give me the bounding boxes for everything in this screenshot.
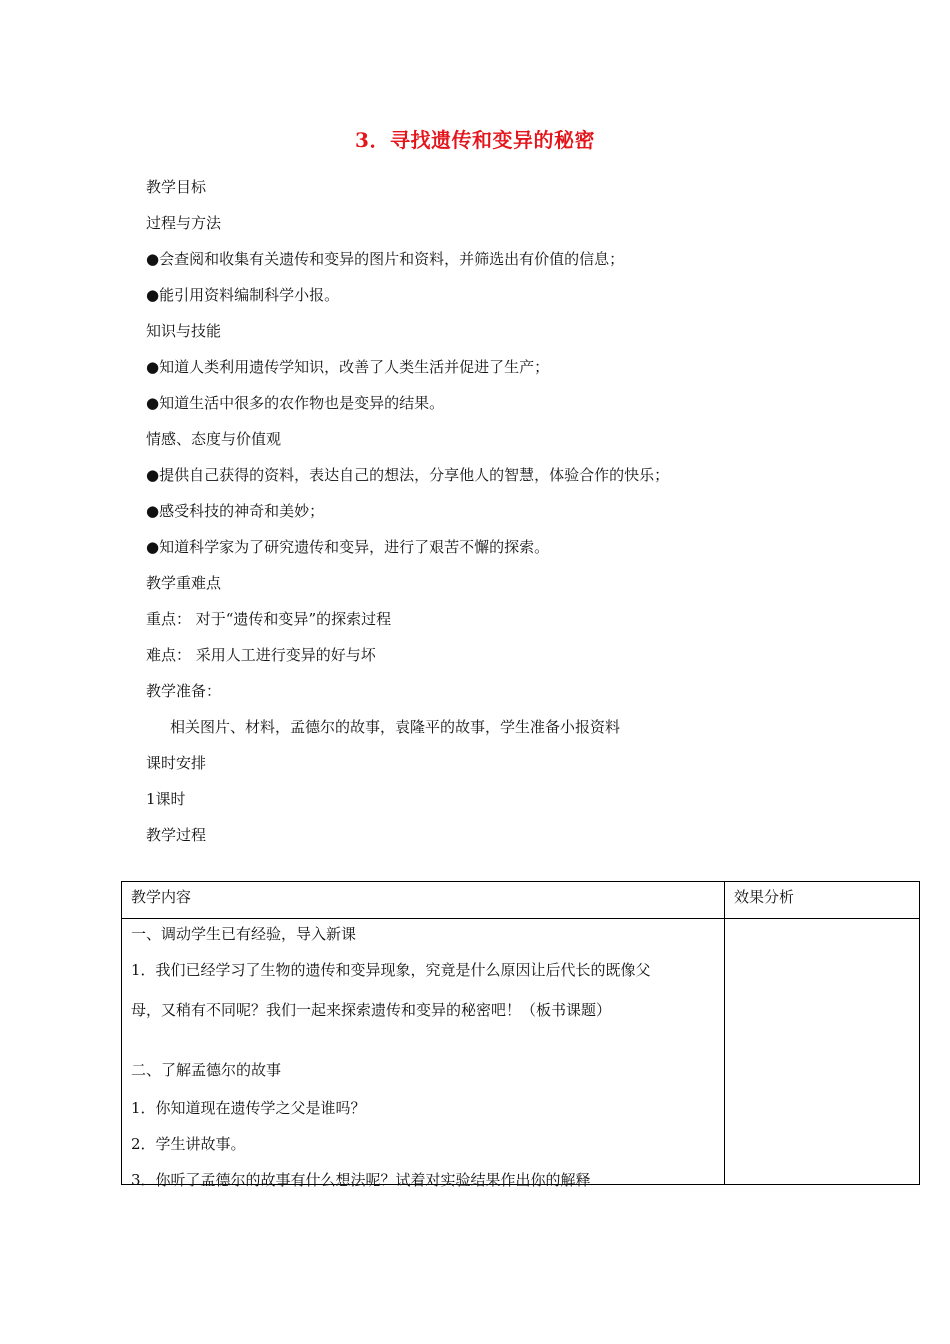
teaching-process-table <box>121 881 920 1189</box>
heading-preparation: 教学准备： <box>146 682 222 700</box>
bullet-item: ●知道人类利用遗传学知识，改善了人类生活并促进了生产； <box>146 358 550 376</box>
content-line: 1．你知道现在遗传学之父是谁吗？ <box>131 1099 366 1117</box>
bullet-item: ●知道生活中很多的农作物也是变异的结果。 <box>146 394 445 412</box>
document-title: 3．寻找遗传和变异的秘密 <box>355 128 595 152</box>
content-line: 2．学生讲故事。 <box>131 1135 246 1153</box>
bullet-item: ●感受科技的神奇和美妙； <box>146 502 325 520</box>
key-point-text: 重点： 对于“遗传和变异”的探索过程 <box>146 610 392 628</box>
bullet-item: ●知道科学家为了研究遗传和变异，进行了艰苦不懈的探索。 <box>146 538 550 556</box>
difficult-point-text: 难点： 采用人工进行变异的好与坏 <box>146 646 376 664</box>
heading-process-method: 过程与方法 <box>146 214 222 232</box>
content-cell <box>122 919 725 1189</box>
content-line: 母，又稍有不同呢？我们一起来探索遗传和变异的秘密吧！（板书课题） <box>131 1001 612 1019</box>
table-header-cell <box>725 882 920 919</box>
section-heading: 二、了解孟德尔的故事 <box>131 1061 282 1079</box>
bullet-item: ●能引用资料编制科学小报。 <box>146 286 340 304</box>
content-header: 教学内容 <box>131 888 192 906</box>
section-heading: 一、调动学生已有经验，导入新课 <box>131 925 357 943</box>
heading-key-points: 教学重难点 <box>146 574 222 592</box>
heading-knowledge-skills: 知识与技能 <box>146 322 222 340</box>
heading-teaching-goals: 教学目标 <box>146 178 207 196</box>
heading-schedule: 课时安排 <box>146 754 207 772</box>
analysis-cell <box>725 919 920 1185</box>
bullet-item: ●提供自己获得的资料，表达自己的想法，分享他人的智慧，体验合作的快乐； <box>146 466 670 484</box>
heading-teaching-process: 教学过程 <box>146 826 207 844</box>
heading-emotion-values: 情感、态度与价值观 <box>146 430 282 448</box>
bullet-item: ●会查阅和收集有关遗传和变异的图片和资料，并筛选出有价值的信息； <box>146 250 625 268</box>
content-line: 3．你听了孟德尔的故事有什么想法呢？试着对实验结果作出你的解释 <box>131 1171 591 1189</box>
table-row <box>122 919 920 1185</box>
preparation-text: 相关图片、材料，孟德尔的故事，袁隆平的故事，学生准备小报资料 <box>170 718 621 736</box>
schedule-text: 1课时 <box>146 790 186 808</box>
table-header-row <box>122 882 920 919</box>
content-line: 1．我们已经学习了生物的遗传和变异现象，究竟是什么原因让后代长的既像父 <box>131 961 651 979</box>
table-header-cell <box>122 882 725 919</box>
analysis-header: 效果分析 <box>734 888 795 906</box>
